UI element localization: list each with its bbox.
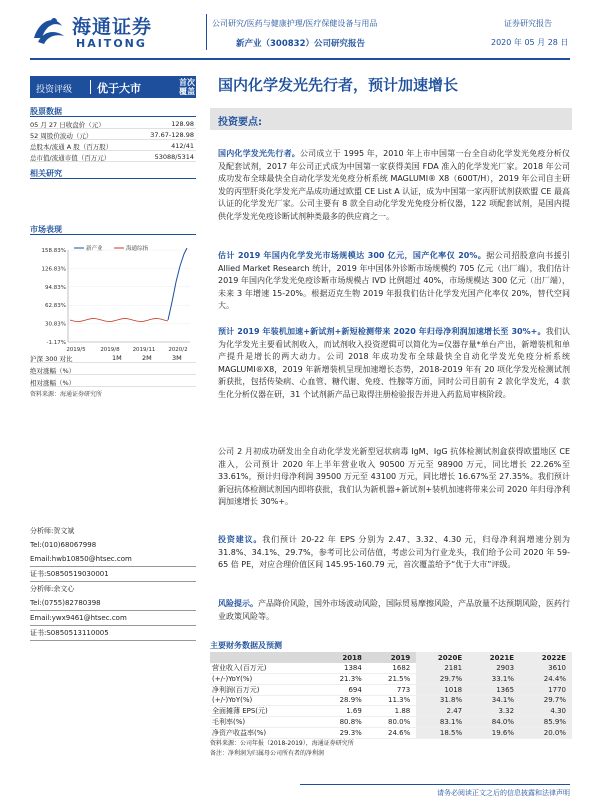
logo-chinese-text: 海通证券: [72, 16, 153, 38]
first-coverage-line1: 首次: [179, 78, 195, 87]
disclaimer-footer: 请务必阅读正文之后的信息披露和法律声明: [437, 789, 570, 797]
financials-table: [210, 652, 572, 739]
stock-data-row: [30, 118, 196, 129]
page-header: [0, 0, 600, 62]
stock-data-key: 总股本/流通 A 股（百万股）: [30, 143, 113, 151]
financials-row: [210, 717, 572, 728]
chart-y-tick-label: 126.83%: [41, 266, 66, 273]
stock-data-key: 总市值/流通市值（百万元）: [30, 154, 111, 162]
financials-cell: 1.88: [368, 706, 416, 717]
financials-cell: 11.3%: [368, 695, 416, 706]
financials-row: [210, 684, 572, 695]
financials-column-header: [210, 652, 319, 663]
financials-cell: 3.32: [468, 706, 520, 717]
financials-row: [210, 706, 572, 717]
analyst-line: Tel:(010)68067998: [30, 541, 97, 549]
financials-cell: 18.5%: [416, 728, 468, 739]
logo-english-text: HAITONG: [76, 37, 147, 50]
para-market-size-lead: 估计 2019 年国内化学发光市场规模达 300 亿元，国产化率仅 20%。: [218, 251, 487, 260]
related-research-heading: 相关研究: [30, 169, 62, 178]
financials-cell: 全面摊薄 EPS(元): [210, 706, 319, 717]
perf-row: [30, 376, 196, 387]
financials-source: 资料来源：公司年报（2018-2019），海通证券研究所: [210, 740, 354, 747]
para-investment-advice-body: 我们预计 20-22 年 EPS 分别为 2.47、3.32、4.30 元，归母净利润增速分别为 31.8%、34.1%、29.7%，参考可比公司估值，考虑公司为行业龙头，我们给予公司 2020 年 59-65 倍 PE，对应合理价值区间 145.95-160.79 元，首次覆盖给予“优于大市”评级。: [218, 535, 570, 569]
financials-cell: 21.3%: [319, 674, 367, 685]
chart-x-tick-label: 2020/2: [168, 347, 188, 353]
stock-data-heading: 股票数据: [30, 107, 62, 116]
financials-cell: 3610: [520, 663, 572, 674]
chart-y-tick-label: 30.83%: [45, 321, 66, 328]
analyst-line: Email:hwb10850@htsec.com: [30, 552, 196, 567]
financials-cell: 2903: [468, 663, 520, 674]
analyst-line: Tel:(0755)82780398: [30, 596, 196, 611]
financials-cell: 1365: [468, 684, 520, 695]
financials-cell: 24.6%: [368, 728, 416, 739]
market-performance-rule: [30, 234, 196, 235]
financials-column-header: 2019: [368, 652, 416, 663]
market-performance-heading: 市场表现: [30, 225, 62, 234]
financials-note: 备注：净利润为归属母公司所有者的净利润: [210, 750, 325, 757]
stock-data-value: 37.67-128.98: [150, 131, 194, 139]
para-market-size-body: 据公司招股意向书援引 Allied Market Research 统计，2019 年中国体外诊断市场规模约 705 亿元（出厂端），我们估计 2019 年国内化学发光免疫诊断市场规模占 IVD 比例超过 40%，市场规模达 300 亿元（出厂端），未来 3 年增速 15-20%。根据迈克生物 2019 年报我们估计化学发光国产化率仅 20%，替代空间大。: [218, 251, 570, 310]
header-rule: [30, 58, 570, 60]
analyst-line: 证书:S0850513110005: [30, 626, 196, 641]
analyst-info: [30, 524, 196, 641]
legend-label-index: 海通综指: [126, 246, 149, 252]
chart-y-tick-label: 158.83%: [41, 248, 66, 254]
para-growth-outlook-lead: 预计 2019 年装机加速+新试剂+新短检测带来 2020 年归母净利润加速增长至 30%+。: [218, 327, 546, 336]
financials-cell: 20.0%: [520, 728, 572, 739]
chart-x-tick-label: 2019/11: [132, 347, 156, 353]
analyst-line: 分析师:余文心: [30, 585, 75, 593]
financials-cell: 净利润(百万元): [210, 684, 319, 695]
chart-x-tick-label: 2019/5: [66, 347, 86, 353]
financials-column-header: 2018: [319, 652, 367, 663]
header-divider: [206, 14, 207, 50]
financials-column-header: 2022E: [520, 652, 572, 663]
financials-row: [210, 728, 572, 739]
financials-cell: 4.30: [520, 706, 572, 717]
chart-series-index: [70, 319, 168, 322]
financials-cell: 80.8%: [319, 717, 367, 728]
stock-data-rule: [30, 116, 196, 117]
haitong-emblem-icon: [30, 12, 66, 46]
perf-cell: 2M: [142, 354, 152, 362]
para-investment-advice-lead: 投资建议。: [218, 535, 263, 544]
rating-separator: [90, 80, 91, 94]
report-type: 证券研究报告: [504, 19, 552, 28]
investment-highlights-bar: [210, 108, 572, 130]
perf-header-row: [30, 352, 196, 363]
stock-data-row: [30, 129, 196, 140]
para-risk-warning: [218, 598, 570, 623]
related-research-rule: [30, 178, 196, 179]
investment-rating: [30, 76, 196, 98]
financials-cell: 33.1%: [468, 674, 520, 685]
report-subtitle: 新产业（300832）公司研究报告: [236, 39, 365, 49]
investment-highlights-heading: 投资要点:: [218, 117, 262, 128]
financials-cell: 1384: [319, 663, 367, 674]
legend-label-stock: 新产业: [86, 246, 103, 252]
chart-y-tick-label: 62.83%: [45, 303, 66, 310]
para-growth-outlook: [218, 326, 570, 401]
market-source: 资料来源：海通证券研究所: [30, 391, 103, 398]
financials-cell: 80.0%: [368, 717, 416, 728]
financials-cell: 净资产收益率(%): [210, 728, 319, 739]
para-risk-warning-lead: 风险提示。: [218, 599, 258, 608]
financials-cell: 1.69: [319, 706, 367, 717]
financials-cell: 19.6%: [468, 728, 520, 739]
financials-row: [210, 663, 572, 674]
financials-cell: 29.7%: [520, 695, 572, 706]
chart-y-tick-label: 94.83%: [45, 284, 66, 291]
para-investment-advice: [218, 534, 570, 572]
perf-row: [30, 364, 196, 375]
para-company-intro-body: 公司成立于 1995 年，2010 年上市中国第一台全自动化学发光免疫分析仪及配套试剂，2017 年公司正式成为中国第一家获得美国 FDA 准入的化学发光厂家。2018 年公司成功发布全球最快全自动化学发光免疫分析系统 MAGLUMI® X8（600T/H），2019 年公司自主研发的丙型肝炎化学发光产品成功通过欧盟 CE List A 认证，成为中国第一家丙肝试剂获欧盟 CE 最高认证的化学发光厂家。公司主要有 8 款全自动化学发光免疫分析仪器，122 项配套试剂，是国内提供化学发光免疫诊断试剂种类最多的供应商之一。: [218, 149, 570, 221]
financials-cell: 1018: [416, 684, 468, 695]
financials-cell: 29.3%: [319, 728, 367, 739]
chart-x-tick-label: 2019/8: [100, 347, 120, 353]
stock-data-key: 52 周股价波动（元）: [30, 132, 93, 140]
stock-data-row: [30, 140, 196, 151]
para-covid-test-body: 公司 2 月初成功研发出全自动化学发光新型冠状病毒 IgM、IgG 抗体检测试剂盒获得欧盟地区 CE 准入，公司预计 2020 年上半年营业收入 90500 万元至 98900 万元，同比增长 22.26%至 33.61%，预计归母净利润 39500 万元至 43100 万元，同比增长 16.67%至 27.35%。我们预计新冠抗体检测试剂国内即将获批，我们认为新机器+新试剂+装机加速将带来公司 2020 年归母净利润加速增长 30%+。: [218, 447, 570, 506]
stock-data-key: 05 月 27 日收盘价（元）: [30, 121, 105, 129]
financials-column-header: 2021E: [468, 652, 520, 663]
financials-row: [210, 695, 572, 706]
para-covid-test: [218, 446, 570, 509]
report-categories: 公司研究/医药与健康护理/医疗保健设备与用品: [212, 19, 378, 28]
financials-cell: 85.9%: [520, 717, 572, 728]
haitong-logo: [30, 12, 180, 52]
financials-cell: 31.8%: [416, 695, 468, 706]
financials-header-row: [210, 652, 572, 663]
financials-cell: 营业收入(百万元): [210, 663, 319, 674]
financials-cell: (+/-)YoY(%): [210, 674, 319, 685]
financials-cell: 29.7%: [416, 674, 468, 685]
financials-cell: 21.5%: [368, 674, 416, 685]
para-market-size: [218, 250, 570, 313]
financials-cell: 1682: [368, 663, 416, 674]
report-title: 国内化学发光先行者，预计加速增长: [218, 76, 459, 94]
report-date: 2020 年 05 月 28 日: [491, 38, 569, 47]
financials-heading: 主要财务数据及预测: [210, 641, 282, 650]
stock-data-value: 128.98: [171, 120, 194, 128]
perf-cell: 1M: [112, 354, 122, 362]
stock-data-row: [30, 151, 196, 162]
financials-cell: 83.1%: [416, 717, 468, 728]
para-growth-outlook-body: 我们认为化学发光主要看试剂收入，而试剂收入投资逻辑可以简化为=仪器存量*单台产出，新增装机和单产提升是增长的两大动力。公司 2018 年成功发布全球最快全自动化学发光免疫分析系统 MAGLUMI®X8，2019 年新增装机呈现加速增长态势，2018-2019 年有 20 项化学发光检测试剂新获批，包括传染病、心血管、糖代谢、免疫、性腺等方面，同时公司目前有 2 款化学发光，4 款生化分析仪器在研，31 个试剂新产品已取得注册检验报告并进入药监局审核阶段。: [218, 327, 571, 399]
financials-cell: 24.4%: [520, 674, 572, 685]
first-coverage-badge: [178, 78, 196, 96]
para-company-intro-lead: 国内化学发光先行者。: [218, 149, 300, 158]
stock-data-value: 412/41: [171, 142, 194, 150]
footer-rule: [300, 784, 570, 785]
financials-cell: 84.0%: [468, 717, 520, 728]
financials-cell: 34.1%: [468, 695, 520, 706]
rating-value: 优于大市: [97, 82, 141, 95]
financials-cell: 2.47: [416, 706, 468, 717]
para-risk-warning-body: 产品降价风险，国外市场波动风险，国际贸易摩擦风险，产品放量不达预期风险，医药行业政策风险等。: [218, 599, 570, 621]
financials-row: [210, 674, 572, 685]
perf-cell: 相对涨幅（%）: [30, 379, 76, 387]
para-company-intro: [218, 148, 570, 223]
market-performance-chart: [30, 242, 196, 362]
perf-cell: 3M: [172, 354, 182, 362]
analyst-line: 分析师:贺文斌: [30, 527, 75, 535]
first-coverage-line2: 覆盖: [179, 87, 195, 96]
chart-series-stock: [168, 248, 187, 320]
financials-cell: 773: [368, 684, 416, 695]
rating-label: 投资评级: [36, 85, 73, 95]
financials-cell: 2181: [416, 663, 468, 674]
perf-cell: 沪深 300 对比: [30, 355, 73, 363]
analyst-line: 证书:S0850519030001: [30, 567, 196, 582]
stock-data-value: 53088/5314: [154, 153, 194, 161]
chart-y-tick-label: -1.17%: [46, 340, 66, 346]
financials-cell: 28.9%: [319, 695, 367, 706]
financials-cell: (+/-)YoY(%): [210, 695, 319, 706]
perf-cell: 绝对涨幅（%）: [30, 367, 76, 375]
financials-cell: 1770: [520, 684, 572, 695]
financials-cell: 毛利率(%): [210, 717, 319, 728]
financials-cell: 694: [319, 684, 367, 695]
analyst-line: Email:ywx9461@htsec.com: [30, 611, 196, 626]
financials-column-header: 2020E: [416, 652, 468, 663]
